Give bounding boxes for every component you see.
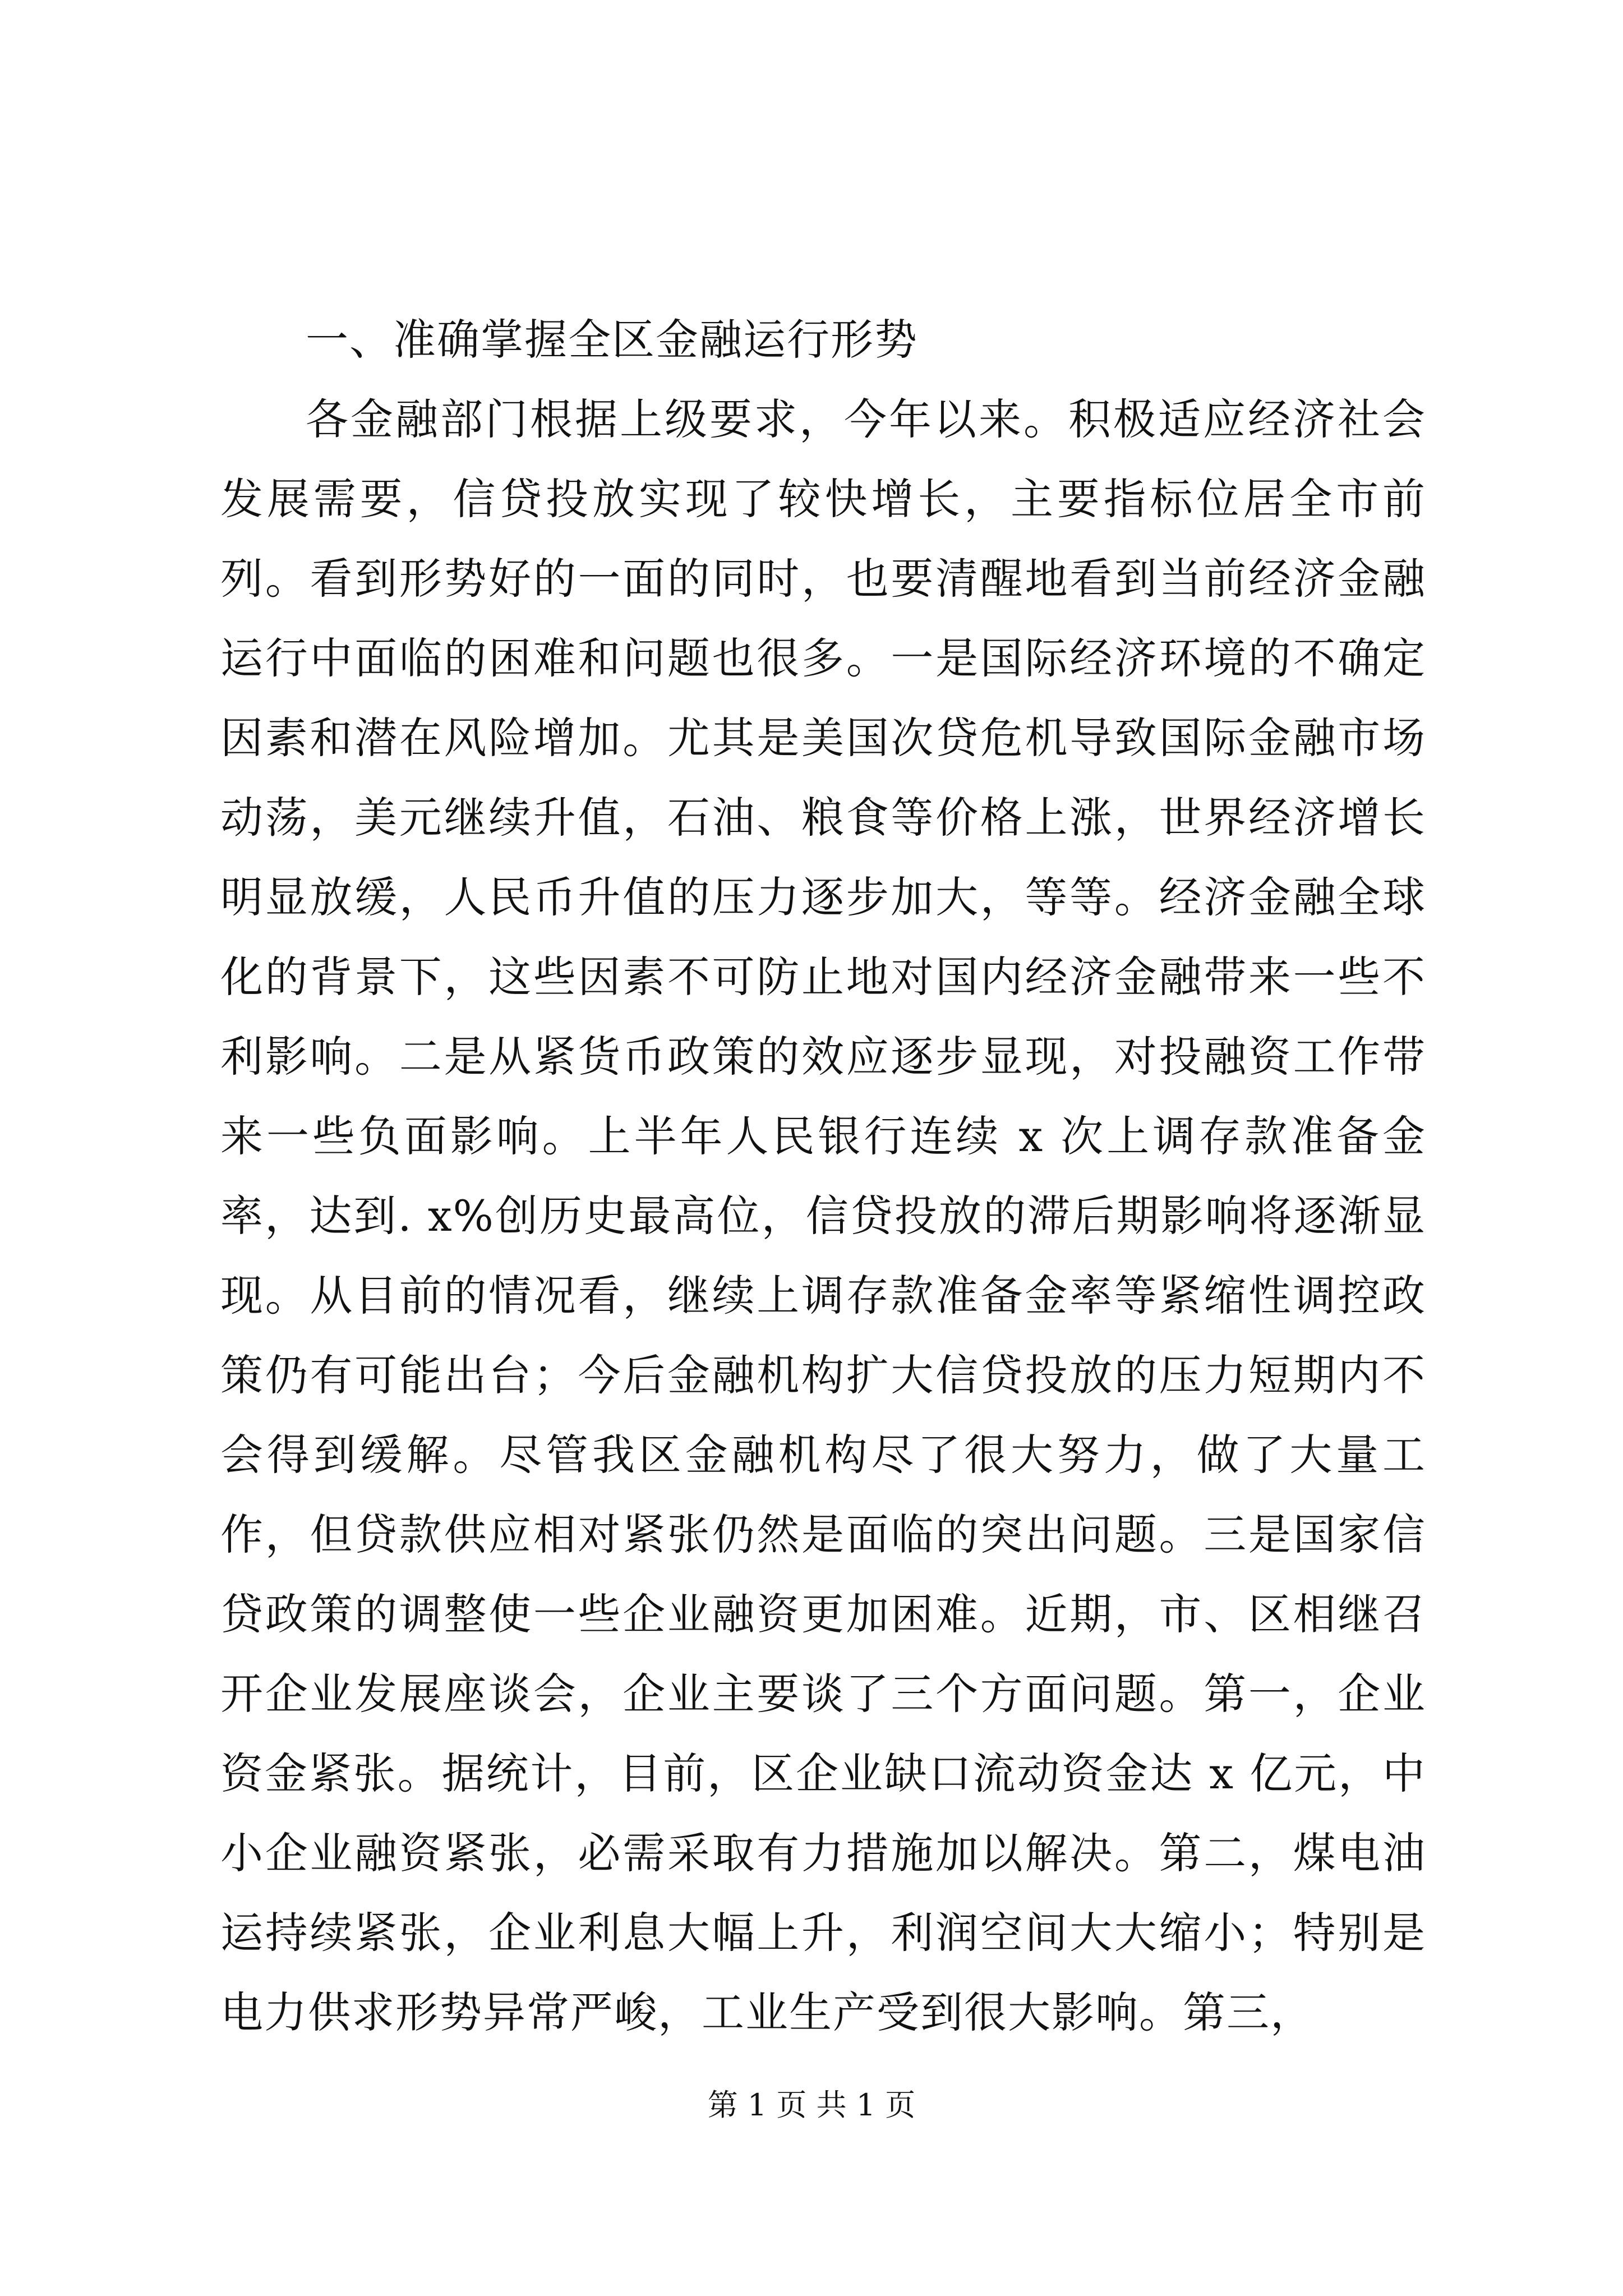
section-heading: 一、准确掌握全区金融运行形势 [306,315,918,365]
document-body [220,300,1426,2053]
page-footer: 第 1 页 共 1 页 [707,2087,916,2123]
body-paragraph: 各金融部门根据上级要求，今年以来。积极适应经济社会发展需要，信贷投放实现了较快增长，主要指标位居全市前列。看到形势好的一面的同时，也要清醒地看到当前经济金融运行中面临的困难和问题也很多。一是国际经济环境的不确定因素和潜在风险增加。尤其是美国次贷危机导致国际金融市场动荡，美元继续升值，石油、粮食等价格上涨，世界经济增长明显放缓，人民币升值的压力逐步加大，等等。经济金融全球化的背景下，这些因素不可防止地对国内经济金融带来一些不利影响。二是从紧货币政策的效应逐步显现，对投融资工作带来一些负面影响。上半年人民银行连续 x 次上调存款准备金率，达到. x%创历史最高位，信贷投放的滞后期影响将逐渐显现。从目前的情况看，继续上调存款准备金率等紧缩性调控政策仍有可能出台；今后金融机构扩大信贷投放的压力短期内不会得到缓解。尽管我区金融机构尽了很大努力，做了大量工作，但贷款供应相对紧张仍然是面临的突出问题。三是国家信贷政策的调整使一些企业融资更加困难。近期，市、区相继召开企业发展座谈会，企业主要谈了三个方面问题。第一，企业资金紧张。据统计，目前，区企业缺口流动资金达 x 亿元，中小企业融资紧张，必需采取有力措施加以解决。第二，煤电油运持续紧张，企业利息大幅上升，利润空间大大缩小；特别是电力供求形势异常严峻，工业生产受到很大影响。第三， [220,394,1426,2037]
